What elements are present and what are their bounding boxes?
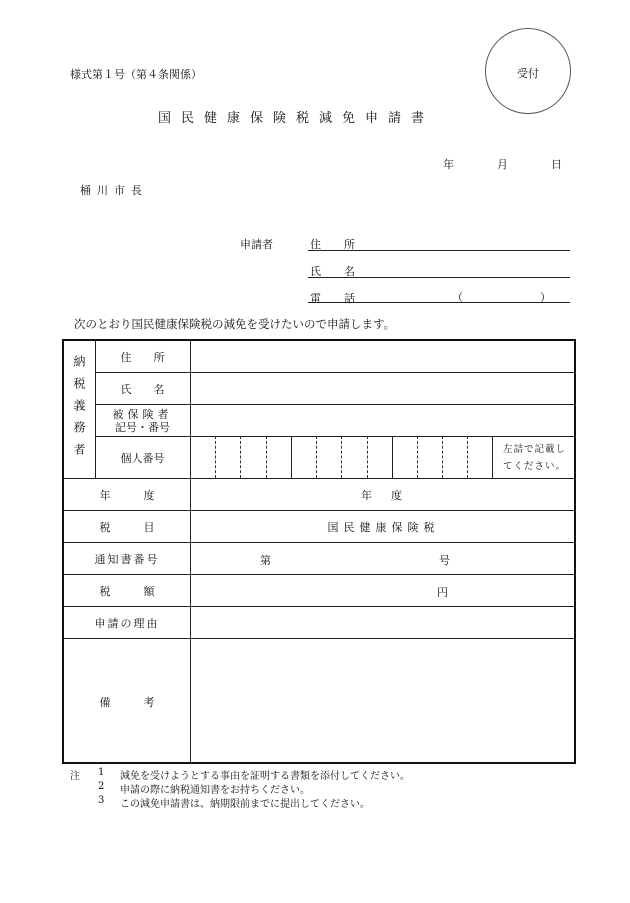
form-number: 様式第１号（第４条関係）: [70, 68, 202, 81]
applicant-label: 申請者: [240, 238, 273, 251]
reason-field[interactable]: [191, 607, 576, 638]
digit-separator: [442, 436, 443, 478]
notice-number-prefix: 第: [260, 554, 271, 567]
fill-left-note-line1: 左詰で記載し: [502, 443, 566, 455]
digit-separator: [266, 436, 267, 478]
phone-paren-open: （: [452, 291, 463, 304]
tax-amount-unit: 円: [437, 586, 448, 599]
taxpayer-address-field[interactable]: [191, 341, 576, 372]
personal-number-label: 個人番号: [120, 451, 165, 465]
applicant-address-label: 住 所: [310, 238, 361, 251]
taxpayer-label: 納税義務者: [72, 354, 86, 465]
date-month-label: 月: [497, 158, 508, 171]
reduction-application-table: [62, 339, 576, 764]
reception-stamp-circle: [485, 28, 571, 114]
tax-item-label: 税 目: [99, 520, 155, 534]
digit-separator: [417, 436, 418, 478]
notes-marker: 注: [70, 771, 80, 782]
col-rule: [392, 436, 393, 478]
notice-number-suffix: 号: [439, 554, 450, 567]
taxpayer-name-label: 氏 名: [120, 382, 165, 396]
note-text: この減免申請書は、納期限前までに提出してください。: [120, 799, 370, 810]
applicant-phone-line[interactable]: [308, 302, 570, 303]
tax-item-value: 国民健康保険税: [327, 520, 440, 534]
digit-separator: [341, 436, 342, 478]
intro-text: 次のとおり国民健康保険税の減免を受けたいので申請します。: [74, 317, 396, 331]
notice-number-label: 通知書番号: [94, 552, 160, 566]
fiscal-year-value: 年 度: [361, 488, 406, 502]
note-number: 1: [98, 767, 105, 778]
addressee: 桶川市長: [80, 184, 148, 197]
taxpayer-address-label: 住 所: [120, 350, 165, 364]
applicant-phone-label: 電 話: [310, 292, 361, 305]
date-day-label: 日: [551, 158, 562, 171]
applicant-name-line[interactable]: [308, 277, 570, 278]
note-number: 2: [98, 781, 105, 792]
digit-separator: [316, 436, 317, 478]
reception-stamp-label: 受付: [517, 67, 539, 80]
remarks-label: 備 考: [99, 695, 155, 709]
insured-number-label: [95, 405, 190, 436]
insured-label-line1: 被保険者: [112, 407, 173, 421]
fiscal-year-label: 年 度: [99, 488, 155, 502]
digit-separator: [240, 436, 241, 478]
digit-separator: [215, 436, 216, 478]
page-title: 国民健康保険税減免申請書: [158, 111, 435, 126]
phone-paren-close: ）: [540, 291, 551, 304]
note-number: 3: [98, 795, 105, 806]
digit-separator: [367, 436, 368, 478]
insured-label-line2: 記号・番号: [115, 420, 170, 434]
fill-left-note: [493, 437, 576, 478]
note-text: 減免を受けようとする事由を証明する書類を添付してください。: [120, 771, 410, 782]
date-year-label: 年: [443, 158, 454, 171]
note-text: 申請の際に納税通知書をお持ちください。: [120, 785, 310, 796]
reason-label: 申請の理由: [94, 616, 160, 630]
fill-left-note-line2: てください。: [502, 460, 566, 472]
remarks-field[interactable]: [191, 639, 576, 764]
applicant-address-line[interactable]: [308, 250, 570, 251]
tax-amount-label: 税 額: [99, 584, 155, 598]
taxpayer-name-field[interactable]: [191, 405, 576, 436]
digit-separator: [467, 436, 468, 478]
applicant-name-label: 氏 名: [310, 265, 361, 278]
col-rule: [291, 436, 292, 478]
